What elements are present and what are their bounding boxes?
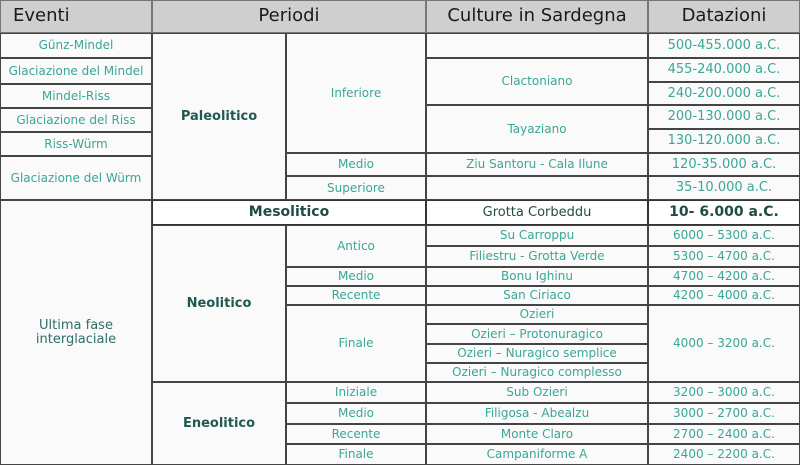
cultura-ozieri-protonuragico: Ozieri – Protonuragico bbox=[426, 324, 648, 344]
sottoperiodo-recente: Recente bbox=[286, 286, 426, 305]
evento-gunz-mindel: Günz-Mindel bbox=[0, 33, 152, 58]
datazione-1: 500-455.000 a.C. bbox=[648, 33, 800, 58]
sottoperiodo-eneo-recente: Recente bbox=[286, 424, 426, 444]
sottoperiodo-inferiore: Inferiore bbox=[286, 33, 426, 153]
cultura-filigosa: Filigosa - Abealzu bbox=[426, 403, 648, 424]
datazione-8: 10- 6.000 a.C. bbox=[648, 200, 800, 225]
datazione-13: 4000 – 3200 a.C. bbox=[648, 305, 800, 382]
cultura-monte-claro: Monte Claro bbox=[426, 424, 648, 444]
sottoperiodo-eneo-medio: Medio bbox=[286, 403, 426, 424]
datazione-9: 6000 – 5300 a.C. bbox=[648, 225, 800, 246]
sottoperiodo-neo-medio: Medio bbox=[286, 267, 426, 286]
datazione-15: 3000 – 2700 a.C. bbox=[648, 403, 800, 424]
datazione-5: 130-120.000 a.C. bbox=[648, 129, 800, 153]
cultura-ziu-santoru: Ziu Santoru - Cala Ilune bbox=[426, 153, 648, 176]
periodo-neolitico: Neolitico bbox=[152, 225, 286, 382]
sottoperiodo-finale: Finale bbox=[286, 305, 426, 382]
datazione-17: 2400 – 2200 a.C. bbox=[648, 444, 800, 465]
cultura-ozieri-nuragico-semplice: Ozieri – Nuragico semplice bbox=[426, 344, 648, 363]
datazione-14: 3200 – 3000 a.C. bbox=[648, 382, 800, 403]
evento-glaciazione-riss: Glaciazione del Riss bbox=[0, 108, 152, 132]
sottoperiodo-antico: Antico bbox=[286, 225, 426, 267]
periodo-eneolitico: Eneolitico bbox=[152, 382, 286, 465]
cultura-ozieri: Ozieri bbox=[426, 305, 648, 324]
evento-ultima-fase: Ultima fase interglaciale bbox=[0, 200, 152, 465]
datazione-11: 4700 – 4200 a.C. bbox=[648, 267, 800, 286]
cultura-san-ciriaco: San Ciriaco bbox=[426, 286, 648, 305]
cultura-filiestru: Filiestru - Grotta Verde bbox=[426, 246, 648, 267]
evento-mindel-riss: Mindel-Riss bbox=[0, 84, 152, 108]
cultura-vuota-2 bbox=[426, 176, 648, 200]
cultura-campaniforme: Campaniforme A bbox=[426, 444, 648, 465]
datazione-7: 35-10.000 a.C. bbox=[648, 176, 800, 200]
cultura-ozieri-nuragico-complesso: Ozieri – Nuragico complesso bbox=[426, 363, 648, 382]
datazione-12: 4200 – 4000 a.C. bbox=[648, 286, 800, 305]
datazione-16: 2700 – 2400 a.C. bbox=[648, 424, 800, 444]
datazione-3: 240-200.000 a.C. bbox=[648, 82, 800, 105]
datazione-4: 200-130.000 a.C. bbox=[648, 105, 800, 129]
periodo-mesolitico: Mesolitico bbox=[152, 200, 426, 225]
cultura-tayaziano: Tayaziano bbox=[426, 105, 648, 153]
header-culture: Culture in Sardegna bbox=[426, 0, 648, 33]
cultura-su-carroppu: Su Carroppu bbox=[426, 225, 648, 246]
cultura-bonu-ighinu: Bonu Ighinu bbox=[426, 267, 648, 286]
evento-riss-wurm: Riss-Würm bbox=[0, 132, 152, 156]
datazione-10: 5300 – 4700 a.C. bbox=[648, 246, 800, 267]
cultura-clactoniano: Clactoniano bbox=[426, 58, 648, 105]
sottoperiodo-medio: Medio bbox=[286, 153, 426, 176]
datazione-2: 455-240.000 a.C. bbox=[648, 58, 800, 82]
periodo-paleolitico: Paleolitico bbox=[152, 33, 286, 200]
cultura-vuota-1 bbox=[426, 33, 648, 58]
evento-glaciazione-wurm: Glaciazione del Würm bbox=[0, 156, 152, 200]
header-datazioni: Datazioni bbox=[648, 0, 800, 33]
sottoperiodo-iniziale: Iniziale bbox=[286, 382, 426, 403]
cultura-grotta-corbeddu: Grotta Corbeddu bbox=[426, 200, 648, 225]
sottoperiodo-eneo-finale: Finale bbox=[286, 444, 426, 465]
cultura-sub-ozieri: Sub Ozieri bbox=[426, 382, 648, 403]
header-eventi: Eventi bbox=[0, 0, 152, 33]
sottoperiodo-superiore: Superiore bbox=[286, 176, 426, 200]
datazione-6: 120-35.000 a.C. bbox=[648, 153, 800, 176]
header-periodi: Periodi bbox=[152, 0, 426, 33]
evento-glaciazione-mindel: Glaciazione del Mindel bbox=[0, 58, 152, 84]
